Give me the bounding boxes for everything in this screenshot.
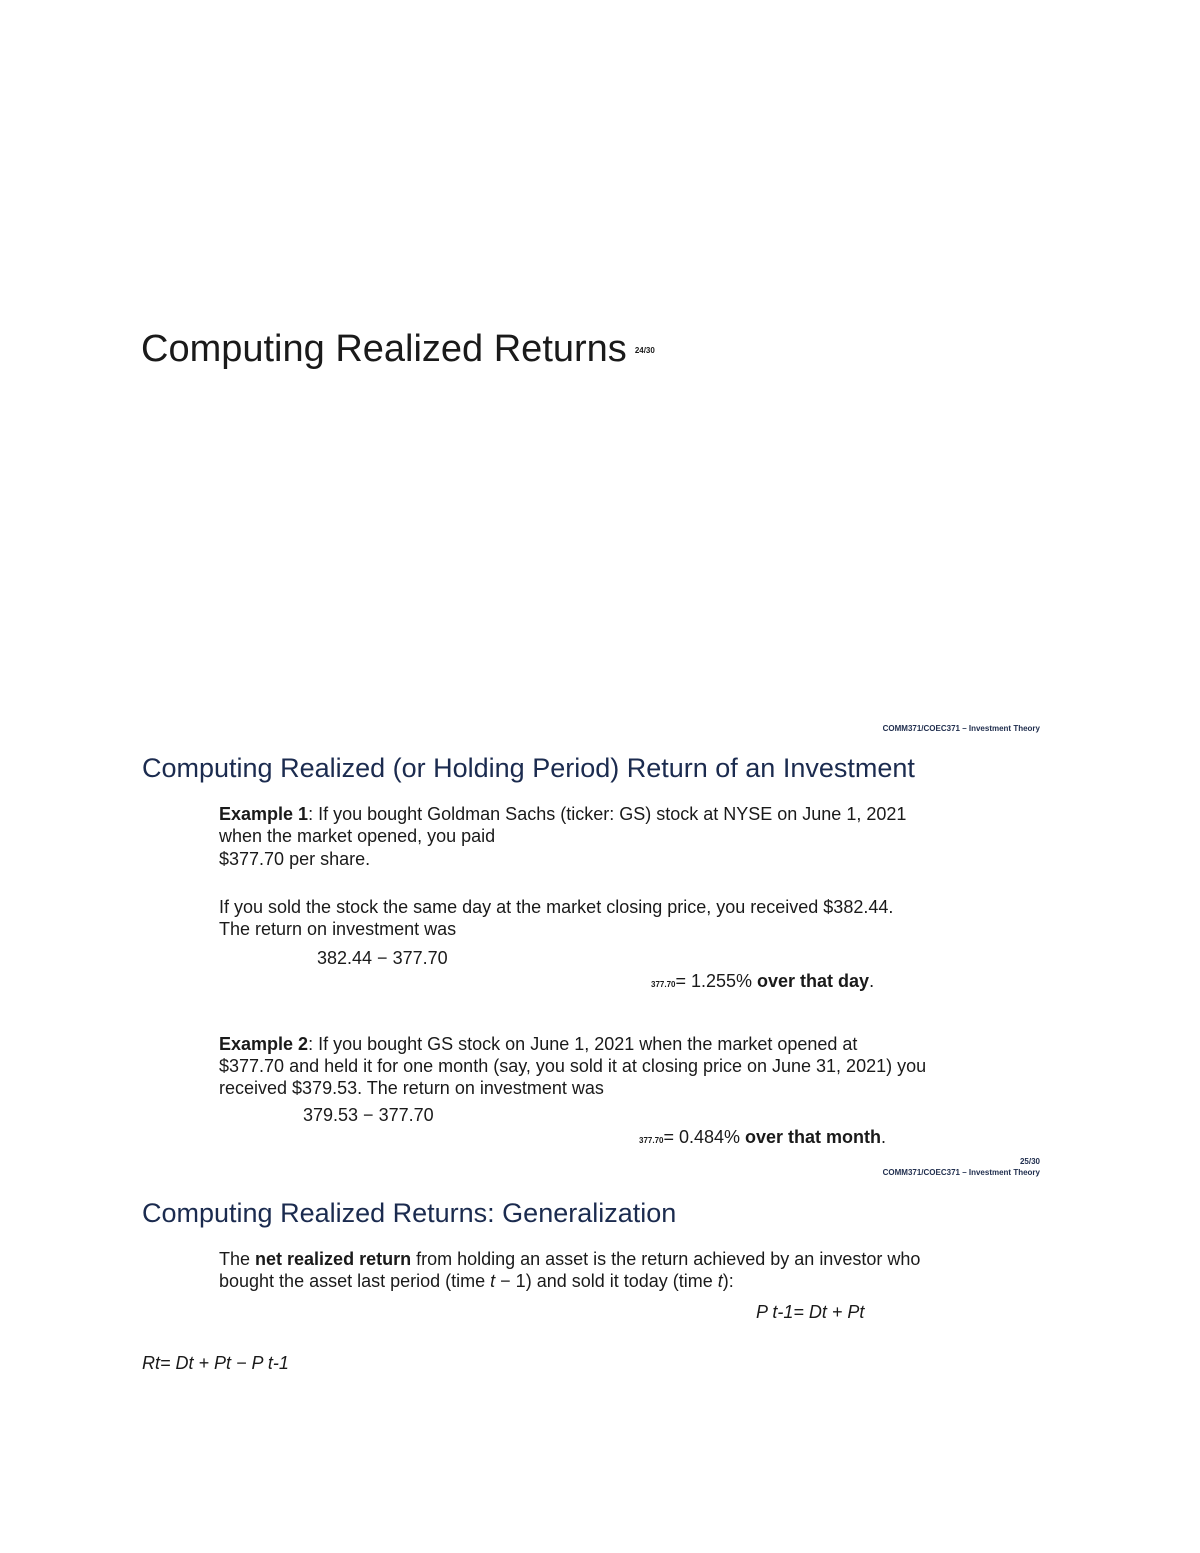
example-1-text-1: : If you bought Goldman Sachs (ticker: GS) stock at NYSE on June 1, 2021 [308, 804, 907, 824]
slide-25-footer: COMM371/COEC371 – Investment Theory [882, 1168, 1040, 1177]
example-1-line-2: when the market opened, you paid [219, 826, 496, 846]
example-2-line-2: $377.70 and held it for one month (say, you sold it at closing price on June 31, 2021) you [219, 1056, 927, 1076]
generalization-line-1-b: from holding an asset is the return achieved by an investor who [411, 1249, 921, 1269]
example-1-line-1 [219, 803, 906, 825]
example-1-result-period: over that day [757, 971, 870, 991]
example-2-label: Example 2 [219, 1034, 309, 1054]
slide-24-title [141, 328, 655, 371]
example-1-denominator: 377.70 [651, 980, 676, 989]
example-2-numerator: 379.53 − 377.70 [303, 1105, 434, 1125]
generalization-line-2-c: ): [722, 1271, 734, 1291]
generalization-line-1-a: The [219, 1249, 256, 1269]
net-realized-return-term: net realized return [255, 1249, 412, 1269]
formula-right: P t-1= Dt + Pt [756, 1302, 865, 1322]
slide-24-footer: COMM371/COEC371 – Investment Theory [882, 724, 1040, 733]
generalization-line-2-b: − 1) and sold it today (time [495, 1271, 718, 1291]
example-2-denominator: 377.70 [639, 1136, 664, 1145]
example-2-result-value: = 0.484% [663, 1127, 746, 1147]
example-1-label: Example 1 [219, 804, 309, 824]
example-2-line-1 [219, 1033, 857, 1055]
example-1-line-3: $377.70 per share. [219, 849, 371, 869]
example-1-result-value: = 1.255% [675, 971, 758, 991]
time-variable-2: t [717, 1271, 723, 1291]
example-1-result [651, 970, 874, 996]
formula-left: Rt= Dt + Pt − P t-1 [142, 1353, 289, 1373]
slide-26-title: Computing Realized Returns: Generalization [142, 1198, 677, 1228]
example-2-result [639, 1126, 886, 1152]
example-2-result-end: . [881, 1127, 887, 1147]
generalization-line-2 [219, 1270, 734, 1292]
slide-25-page-number: 25/30 [1019, 1157, 1040, 1166]
slide-25-title: Computing Realized (or Holding Period) Return of an Investment [142, 753, 915, 783]
example-1-line-4: If you sold the stock the same day at the market closing price, you received $382.44. [219, 897, 894, 917]
example-2-text-1: : If you bought GS stock on June 1, 2021 when the market opened at [308, 1034, 858, 1054]
example-2-line-3: received $379.53. The return on investment was [219, 1078, 604, 1098]
generalization-line-2-a: bought the asset last period (time [219, 1271, 491, 1291]
slide-24-page-number: 24/30 [634, 346, 655, 356]
example-1-result-end: . [869, 971, 875, 991]
example-1-line-5: The return on investment was [219, 919, 457, 939]
generalization-line-1 [219, 1248, 920, 1270]
example-1-numerator: 382.44 − 377.70 [317, 948, 448, 968]
example-2-result-period: over that month [745, 1127, 882, 1147]
slide-24-title-text: Computing Realized Returns [141, 328, 627, 370]
time-variable-1: t [490, 1271, 496, 1291]
